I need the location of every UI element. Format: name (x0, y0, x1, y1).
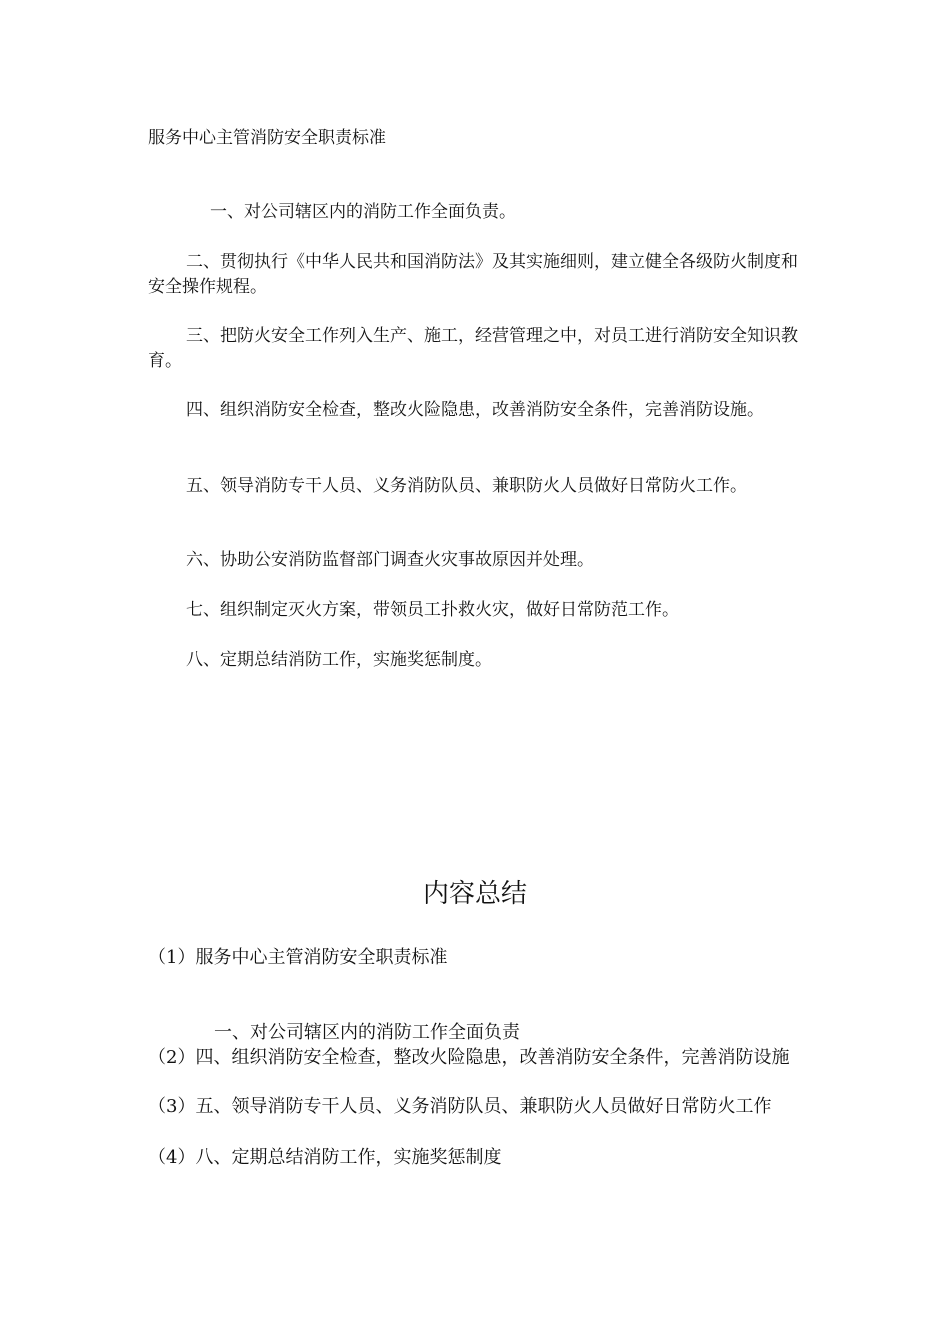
duty-paragraph-4: 四、组织消防安全检查，整改火险隐患，改善消防安全条件，完善消防设施。 (186, 400, 764, 420)
duty-paragraph-7: 七、组织制定灭火方案，带领员工扑救火灾，做好日常防范工作。 (186, 600, 679, 620)
summary-item-3: （2）四、组织消防安全检查，整改火险隐患，改善消防安全条件，完善消防设施 (148, 1047, 790, 1068)
summary-item-4: （3）五、领导消防专干人员、义务消防队员、兼职防火人员做好日常防火工作 (148, 1096, 772, 1117)
duty-paragraph-2: 二、贯彻执行《中华人民共和国消防法》及其实施细则，建立健全各级防火制度和安全操作规程。 (148, 252, 798, 297)
summary-item-2: 一、对公司辖区内的消防工作全面负责 (214, 1022, 520, 1043)
duty-paragraph-6: 六、协助公安消防监督部门调查火灾事故原因并处理。 (186, 550, 594, 570)
duty-paragraph-5: 五、领导消防专干人员、义务消防队员、兼职防火人员做好日常防火工作。 (186, 476, 747, 496)
duty-paragraph-1: 一、对公司辖区内的消防工作全面负责。 (210, 202, 516, 222)
summary-item-1: （1）服务中心主管消防安全职责标准 (148, 947, 448, 968)
document-title: 服务中心主管消防安全职责标准 (148, 128, 386, 148)
duty-paragraph-3: 三、把防火安全工作列入生产、施工，经营管理之中，对员工进行消防安全知识教育。 (148, 326, 798, 371)
duty-paragraph-8: 八、定期总结消防工作，实施奖惩制度。 (186, 650, 492, 670)
summary-heading: 内容总结 (422, 879, 527, 909)
summary-item-5: （4）八、定期总结消防工作，实施奖惩制度 (148, 1147, 502, 1168)
